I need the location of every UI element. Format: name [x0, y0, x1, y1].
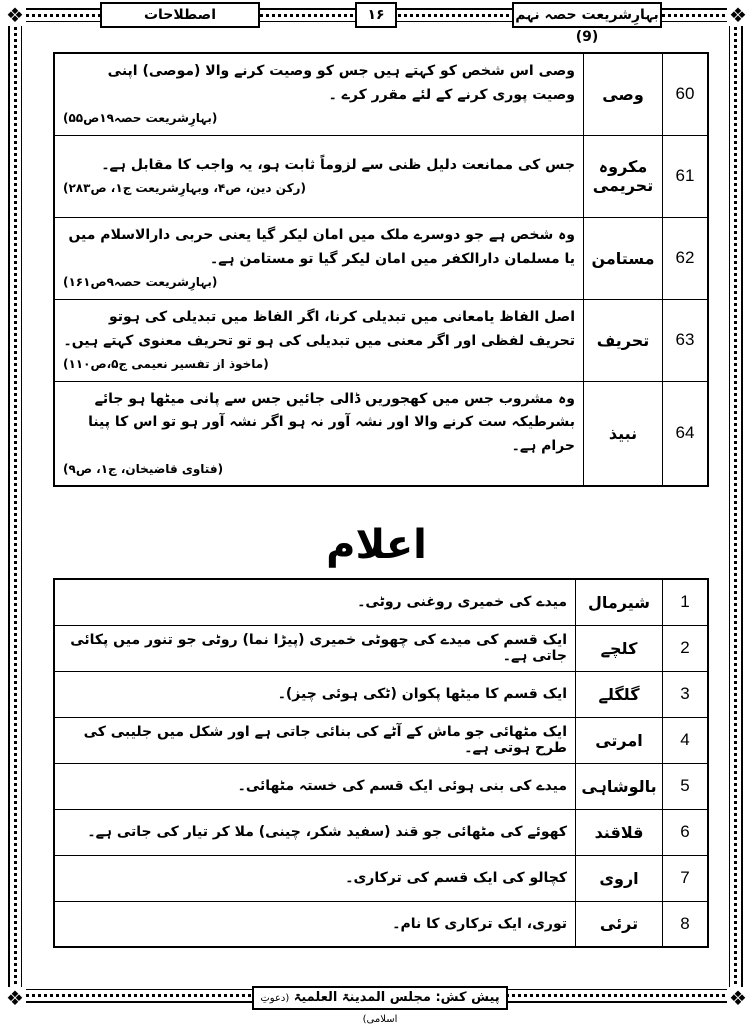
footer-label: پیش کش: — [435, 990, 500, 1005]
table-row — [54, 381, 708, 486]
definition: ایک قسم کی میدے کی چھوٹی خمیری (پیڑا نما) روٹی جو تنور میں پکائی جاتی ہے۔ — [54, 625, 576, 671]
definition: میدے کی بنی ہوئی ایک قسم کی خستہ مٹھائی۔ — [54, 763, 576, 809]
term: ترئی — [576, 901, 663, 947]
section-heading: اعلام — [326, 522, 427, 568]
corner-ornament-icon: ❖ — [727, 4, 749, 26]
definition: توری، ایک ترکاری کا نام۔ — [54, 901, 576, 947]
definition-cell — [54, 217, 584, 299]
row-number: 8 — [663, 901, 709, 947]
reference: (بہارِشریعت حصہ۱۹ص۵۵) — [63, 110, 218, 125]
term: تحریف — [584, 299, 663, 381]
definition: جس کی ممانعت دلیل ظنی سے لزوماً ثابت ہو، یہ واجب کا مقابل ہے۔ — [101, 156, 575, 173]
table-row — [54, 901, 708, 947]
definition: اصل الفاظ یامعانی میں تبدیلی کرنا، اگر الفاظ میں تبدیلی کی ہوتو تحریف لفظی اور اگر معنی میں تبدیلی کی ہو تو تحریف معنوی کہتے ہیں۔ — [63, 309, 575, 349]
reference: (بہارِشریعت حصہ۹ص۱۶۱) — [63, 274, 218, 289]
definition: ایک مٹھائی جو ماش کے آٹے کی بنائی جاتی ہے اور شکل میں جلیبی کی طرح ہوتی ہے۔ — [54, 717, 576, 763]
table-row — [54, 53, 708, 135]
definition: کھوئے کی مٹھائی جو قند (سفید شکر، چینی) ملا کر تیار کی جاتی ہے۔ — [54, 809, 576, 855]
definition: ایک قسم کا میٹھا پکوان (ٹکی ہوئی چیز)۔ — [54, 671, 576, 717]
page-header — [100, 2, 659, 45]
row-number: 62 — [663, 217, 709, 299]
table-row — [54, 135, 708, 217]
table-row — [54, 579, 708, 625]
section-name: اصطلاحات — [100, 2, 260, 28]
table-row — [54, 809, 708, 855]
row-number: 4 — [663, 717, 709, 763]
term: مکروہ تحریمی — [584, 135, 663, 217]
row-number: 64 — [663, 381, 709, 486]
reference: (فتاوی قاضیخان، ج۱، ص۹) — [63, 461, 224, 476]
definition-cell — [54, 299, 584, 381]
footer-sub: (دعوتِ اسلامی) — [260, 993, 398, 1025]
row-number: 7 — [663, 855, 709, 901]
row-number: 60 — [663, 53, 709, 135]
row-number: 2 — [663, 625, 709, 671]
table-row — [54, 855, 708, 901]
definition-cell — [54, 381, 584, 486]
definition: وہ شخص ہے جو دوسرے ملک میں امان لیکر گیا یعنی حربی دارالاسلام میں یا مسلمان دارالکفر میں امان لیکر گیا تو مستامن ہے۔ — [68, 227, 575, 267]
corner-ornament-icon: ❖ — [4, 987, 26, 1009]
term: امرتی — [576, 717, 663, 763]
definition: وصی اس شخص کو کہتے ہیں جس کو وصیت کرنے والا (موصی) اپنی وصیت پوری کرنے کے لئے مقرر کرے ۔ — [107, 63, 575, 104]
page-number: ۱۶ — [355, 2, 397, 28]
term: شیرمال — [576, 579, 663, 625]
reference: (ماخوذ از تفسیر نعیمی ج۵،ص۱۱۰) — [63, 356, 269, 371]
row-number: 5 — [663, 763, 709, 809]
footer-publisher: مجلس المدینۃ العلمیۃ — [293, 990, 431, 1005]
row-number: 6 — [663, 809, 709, 855]
terms-table — [53, 52, 709, 487]
table-row — [54, 763, 708, 809]
book-title: بہارِشریعت حصہ نہم (9) — [512, 2, 662, 28]
table-row — [54, 671, 708, 717]
term: گلگلے — [576, 671, 663, 717]
corner-ornament-icon: ❖ — [4, 4, 26, 26]
table-row — [54, 717, 708, 763]
row-number: 1 — [663, 579, 709, 625]
term: مستامن — [584, 217, 663, 299]
definition-cell — [54, 135, 584, 217]
term: نبیذ — [584, 381, 663, 486]
definition: کچالو کی ایک قسم کی ترکاری۔ — [54, 855, 576, 901]
definition: وہ مشروب جس میں کھجوریں ڈالی جائیں جس سے پانی میٹھا ہو جائے بشرطیکہ ست کرنے والا اور نشہ آور نہ ہو اگر نشہ آور ہو تو اس کا پینا حرام ہے۔ — [88, 390, 575, 455]
term: بالوشاہی — [576, 763, 663, 809]
table-row — [54, 625, 708, 671]
table-row — [54, 299, 708, 381]
names-table — [53, 578, 709, 948]
reference: (رکن دین، ص۴، وبہارِشریعت ج۱، ص۲۸۳) — [63, 180, 306, 195]
row-number: 63 — [663, 299, 709, 381]
term: وصی — [584, 53, 663, 135]
term: کلچے — [576, 625, 663, 671]
definition: میدے کی خمیری روغنی روٹی۔ — [54, 579, 576, 625]
table-row — [54, 217, 708, 299]
definition-cell — [54, 53, 584, 135]
row-number: 3 — [663, 671, 709, 717]
page-footer — [252, 986, 508, 1025]
corner-ornament-icon: ❖ — [727, 987, 749, 1009]
row-number: 61 — [663, 135, 709, 217]
term: قلاقند — [576, 809, 663, 855]
term: اروی — [576, 855, 663, 901]
